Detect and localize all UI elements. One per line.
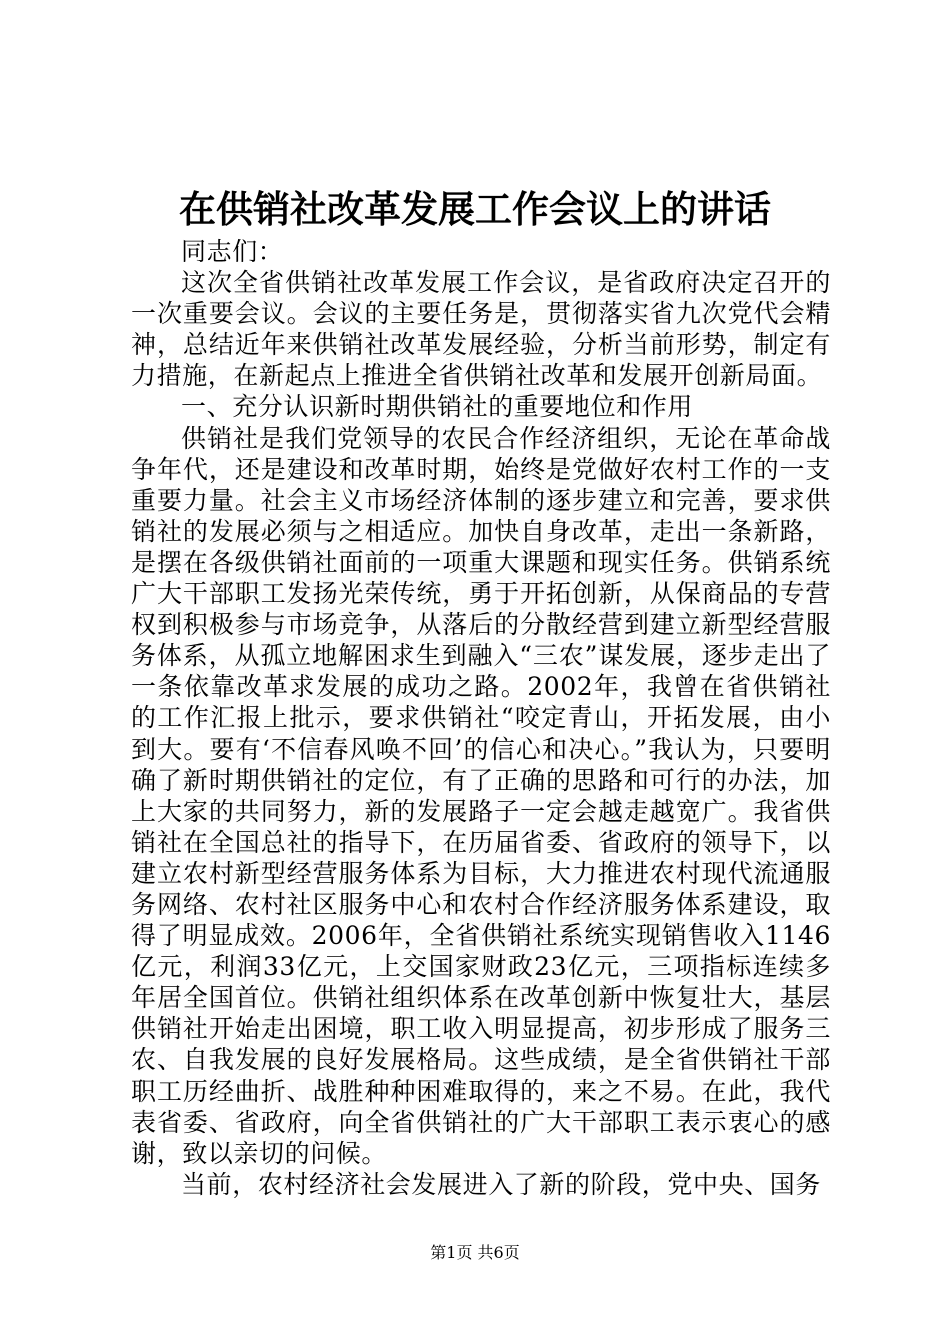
document-title: 在供销社改革发展工作会议上的讲话	[179, 187, 771, 231]
page-footer: 第1页 共6页	[430, 1243, 520, 1262]
paragraph: 当前，农村经济社会发展进入了新的阶段，党中央、国务	[181, 1169, 822, 1199]
document-body	[131, 236, 831, 1200]
paragraph: 这次全省供销社改革发展工作会议，是省政府决定召开的一次重要会议。会议的主要任务是，贯彻落实省九次党代会精神，总结近年来供销社改革发展经验，分析当前形势，制定有力措施，在新起点上推进全省供销社改革和发展开创新局面。	[131, 268, 831, 391]
paragraph: 供销社是我们党领导的农民合作经济组织，无论在革命战争年代，还是建设和改革时期，始终是党做好农村工作的一支重要力量。社会主义市场经济体制的逐步建立和完善，要求供销社的发展必须与之相适应。加快自身改革，走出一条新路，是摆在各级供销社面前的一项重大课题和现实任务。供销系统广大干部职工发扬光荣传统，勇于开拓创新，从保商品的专营权到积极参与市场竞争，从落后的分散经营到建立新型经营服务体系，从孤立地解困求生到融入“三农”谋发展，逐步走出了一条依靠改革求发展的成功之路。2002年，我曾在省供销社的工作汇报上批示，要求供销社“咬定青山，开拓发展，由小到大。要有‘不信春风唤不回’的信心和决心。”我认为，只要明确了新时期供销社的定位，有了正确的思路和可行的办法，加上大家的共同努力，新的发展路子一定会越走越宽广。我省供销社在全国总社的指导下，在历届省委、省政府的领导下，以建立农村新型经营服务体系为目标，大力推进农村现代流通服务网络、农村社区服务中心和农村合作经济服务体系建设，取得了明显成效。2006年，全省供销社系统实现销售收入1146亿元，利润33亿元，上交国家财政23亿元，三项指标连续多年居全国首位。供销社组织体系在改革创新中恢复壮大，基层供销社开始走出困境，职工收入明显提高，初步形成了服务三农、自我发展的良好发展格局。这些成绩，是全省供销社干部职工历经曲折、战胜种种困难取得的，来之不易。在此，我代表省委、省政府，向全省供销社的广大干部职工表示衷心的感谢，致以亲切的问候。	[131, 423, 831, 1168]
salutation: 同志们：	[181, 237, 284, 266]
section-heading: 一、充分认识新时期供销社的重要地位和作用	[181, 392, 694, 422]
